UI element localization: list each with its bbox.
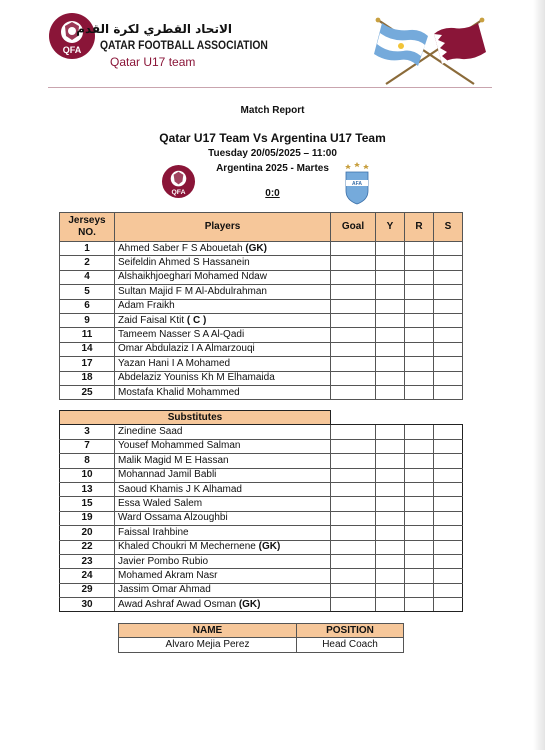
player-name-cell xyxy=(115,357,331,371)
red-card-cell xyxy=(405,526,434,540)
goal-cell xyxy=(331,468,376,482)
player-name: Seifeldin Ahmed S Hassanein xyxy=(118,257,250,269)
page-edge-shadow xyxy=(533,0,545,750)
jersey-number: 11 xyxy=(60,328,115,342)
player-name-cell xyxy=(115,569,331,583)
goal-cell xyxy=(331,526,376,540)
jersey-number: 9 xyxy=(60,313,115,327)
player-name: Mohannad Jamil Babli xyxy=(118,469,217,481)
substitution-cell xyxy=(434,357,463,371)
red-card-cell xyxy=(405,583,434,597)
player-row xyxy=(60,385,463,399)
player-name: Saoud Khamis J K Alhamad xyxy=(118,483,242,495)
player-row xyxy=(60,371,463,385)
substitution-cell xyxy=(434,583,463,597)
substitutes-caption-row xyxy=(60,411,463,425)
goal-cell xyxy=(331,242,376,256)
goal-cell xyxy=(331,482,376,496)
qatar-crest-icon xyxy=(161,164,196,199)
player-name: Malik Magid M E Hassan xyxy=(118,454,229,466)
qfa-logo-icon xyxy=(48,12,96,60)
jersey-number: 10 xyxy=(60,468,115,482)
player-name-cell xyxy=(115,511,331,525)
substitute-row xyxy=(60,540,463,554)
caption-spacer xyxy=(331,411,463,425)
player-name: Sultan Majid F M Al-Abdulrahman xyxy=(118,285,267,297)
substitute-row xyxy=(60,497,463,511)
player-name: Javier Pombo Rubio xyxy=(118,555,209,567)
argentina-crest-icon xyxy=(343,161,371,205)
goal-cell xyxy=(331,425,376,439)
jersey-number: 1 xyxy=(60,242,115,256)
player-name: Awad Ashraf Awad Osman xyxy=(118,598,239,610)
jersey-number: 14 xyxy=(60,342,115,356)
substitution-cell xyxy=(434,439,463,453)
substitution-cell xyxy=(434,482,463,496)
substitution-cell xyxy=(434,526,463,540)
goal-cell xyxy=(331,285,376,299)
yellow-card-cell xyxy=(376,569,405,583)
goal-cell xyxy=(331,270,376,284)
svg-text:QFA: QFA xyxy=(171,189,186,197)
staff-table xyxy=(118,623,404,653)
red-card-cell xyxy=(405,328,434,342)
player-name: Jassim Omar Ahmad xyxy=(118,584,211,596)
yellow-card-cell xyxy=(376,299,405,313)
substitution-cell xyxy=(434,285,463,299)
yellow-card-cell xyxy=(376,554,405,568)
player-name: Tameem Nasser S A Al-Qadi xyxy=(118,329,245,341)
jersey-number: 17 xyxy=(60,357,115,371)
goal-cell xyxy=(331,497,376,511)
jersey-number: 3 xyxy=(60,425,115,439)
player-name-cell xyxy=(115,270,331,284)
number-header-label: NO. xyxy=(78,227,96,238)
jersey-number: 20 xyxy=(60,526,115,540)
yellow-card-cell xyxy=(376,313,405,327)
player-name-cell xyxy=(115,540,331,554)
goal-header: Goal xyxy=(331,213,376,242)
substitute-row xyxy=(60,598,463,612)
substitutes-rows xyxy=(60,425,463,612)
player-row xyxy=(60,270,463,284)
player-name-cell xyxy=(115,371,331,385)
yellow-card-cell xyxy=(376,425,405,439)
goal-cell xyxy=(331,342,376,356)
goal-cell xyxy=(331,328,376,342)
player-name: Khaled Choukri M Mechernene xyxy=(118,541,259,553)
yellow-card-cell xyxy=(376,468,405,482)
substitute-row xyxy=(60,482,463,496)
red-card-cell xyxy=(405,313,434,327)
goal-cell xyxy=(331,540,376,554)
red-card-cell xyxy=(405,540,434,554)
yellow-card-cell xyxy=(376,598,405,612)
starting-lineup-rows xyxy=(60,242,463,400)
jersey-number: 2 xyxy=(60,256,115,270)
substitution-cell xyxy=(434,242,463,256)
substitution-cell xyxy=(434,371,463,385)
substitution-cell xyxy=(434,598,463,612)
yellow-card-cell xyxy=(376,583,405,597)
player-name-cell xyxy=(115,425,331,439)
player-name: Adam Fraikh xyxy=(118,300,175,312)
red-card-cell xyxy=(405,554,434,568)
match-title: Qatar U17 Team Vs Argentina U17 Team xyxy=(159,131,386,145)
red-card-cell xyxy=(405,511,434,525)
player-name: Yousef Mohammed Salman xyxy=(118,440,241,452)
player-name-cell xyxy=(115,468,331,482)
association-arabic-name: الاتحاد القطري لكرة القدم xyxy=(76,22,232,36)
player-row xyxy=(60,285,463,299)
yellow-card-cell xyxy=(376,342,405,356)
red-card-cell xyxy=(405,385,434,399)
red-card-cell xyxy=(405,357,434,371)
jersey-number: 13 xyxy=(60,482,115,496)
jersey-number: 18 xyxy=(60,371,115,385)
jersey-number: 19 xyxy=(60,511,115,525)
jersey-number: 25 xyxy=(60,385,115,399)
yellow-card-cell xyxy=(376,270,405,284)
yellow-card-cell xyxy=(376,439,405,453)
goal-cell xyxy=(331,554,376,568)
jersey-number: 30 xyxy=(60,598,115,612)
jersey-number-header xyxy=(60,213,115,242)
goal-cell xyxy=(331,357,376,371)
substitutes-table xyxy=(59,410,463,612)
substitution-cell xyxy=(434,299,463,313)
team-name: Qatar U17 team xyxy=(110,55,196,69)
staff-name-header: NAME xyxy=(119,624,297,638)
red-card-header: R xyxy=(405,213,434,242)
red-card-cell xyxy=(405,454,434,468)
red-card-cell xyxy=(405,371,434,385)
substitute-row xyxy=(60,468,463,482)
substitute-row xyxy=(60,511,463,525)
player-name-cell xyxy=(115,242,331,256)
yellow-card-cell xyxy=(376,357,405,371)
match-venue: Argentina 2025 - Martes xyxy=(216,163,329,174)
yellow-card-cell xyxy=(376,371,405,385)
substitute-row xyxy=(60,526,463,540)
staff-header-row xyxy=(119,624,404,638)
goal-cell xyxy=(331,569,376,583)
player-row xyxy=(60,256,463,270)
player-name: Ahmed Saber F S Abouetah xyxy=(118,242,246,254)
substitution-cell xyxy=(434,569,463,583)
yellow-card-cell xyxy=(376,454,405,468)
red-card-cell xyxy=(405,270,434,284)
player-name-cell xyxy=(115,454,331,468)
player-name: Ward Ossama Alzoughbi xyxy=(118,512,228,524)
player-name-cell xyxy=(115,385,331,399)
player-name-cell xyxy=(115,342,331,356)
goal-cell xyxy=(331,511,376,525)
starting-lineup-table xyxy=(59,212,463,400)
goal-cell xyxy=(331,598,376,612)
substitute-row xyxy=(60,425,463,439)
red-card-cell xyxy=(405,439,434,453)
player-name: Yazan Hani I A Mohamed xyxy=(118,357,231,369)
player-name-cell xyxy=(115,583,331,597)
substitution-cell xyxy=(434,425,463,439)
substitution-cell xyxy=(434,540,463,554)
jersey-number: 24 xyxy=(60,569,115,583)
player-name: Abdelaziz Youniss Kh M Elhamaida xyxy=(118,372,275,384)
players-header: Players xyxy=(115,213,331,242)
player-name-cell xyxy=(115,497,331,511)
yellow-card-cell xyxy=(376,526,405,540)
player-name-cell xyxy=(115,482,331,496)
yellow-card-cell xyxy=(376,540,405,554)
yellow-card-cell xyxy=(376,511,405,525)
jersey-number: 6 xyxy=(60,299,115,313)
red-card-cell xyxy=(405,497,434,511)
red-card-cell xyxy=(405,482,434,496)
jersey-number: 5 xyxy=(60,285,115,299)
player-row xyxy=(60,299,463,313)
player-name: Essa Waled Salem xyxy=(118,498,203,510)
crossed-flags-icon xyxy=(370,12,490,88)
goal-cell xyxy=(331,385,376,399)
substitute-row xyxy=(60,454,463,468)
goal-cell xyxy=(331,439,376,453)
yellow-card-cell xyxy=(376,497,405,511)
player-name: Zinedine Saad xyxy=(118,426,183,438)
player-name-cell xyxy=(115,256,331,270)
player-role-tag: (GK) xyxy=(238,598,261,610)
substitution-cell xyxy=(434,468,463,482)
jersey-number: 29 xyxy=(60,583,115,597)
player-row xyxy=(60,328,463,342)
player-name-cell xyxy=(115,299,331,313)
svg-text:AFA: AFA xyxy=(352,181,362,187)
staff-position-header: POSITION xyxy=(297,624,404,638)
staff-name: Alvaro Mejia Perez xyxy=(119,638,297,652)
red-card-cell xyxy=(405,299,434,313)
jersey-number: 22 xyxy=(60,540,115,554)
substitute-row xyxy=(60,583,463,597)
staff-position: Head Coach xyxy=(297,638,404,652)
player-name-cell xyxy=(115,554,331,568)
substitutes-caption: Substitutes xyxy=(60,411,331,425)
yellow-card-header: Y xyxy=(376,213,405,242)
substitute-row xyxy=(60,569,463,583)
letterhead xyxy=(48,12,508,88)
association-name: QATAR FOOTBALL ASSOCIATION xyxy=(100,40,268,52)
staff-rows xyxy=(119,638,404,652)
substitution-cell xyxy=(434,342,463,356)
player-row xyxy=(60,242,463,256)
player-row xyxy=(60,342,463,356)
player-row xyxy=(60,357,463,371)
substitution-cell xyxy=(434,256,463,270)
substitute-row xyxy=(60,439,463,453)
substitution-cell xyxy=(434,385,463,399)
goal-cell xyxy=(331,299,376,313)
player-name: Omar Abdulaziz I A Almarzouqi xyxy=(118,343,255,355)
player-row xyxy=(60,313,463,327)
match-date: Tuesday 20/05/2025 – 11:00 xyxy=(208,148,337,159)
red-card-cell xyxy=(405,256,434,270)
player-name: Mostafa Khalid Mohammed xyxy=(118,386,240,398)
player-name: Alshaikhjoeghari Mohamed Ndaw xyxy=(118,271,267,283)
red-card-cell xyxy=(405,598,434,612)
red-card-cell xyxy=(405,425,434,439)
yellow-card-cell xyxy=(376,328,405,342)
goal-cell xyxy=(331,313,376,327)
yellow-card-cell xyxy=(376,242,405,256)
substitute-row xyxy=(60,554,463,568)
goal-cell xyxy=(331,454,376,468)
player-name-cell xyxy=(115,439,331,453)
player-role-tag: (GK) xyxy=(245,242,267,254)
player-name: Faissal Irahbine xyxy=(118,526,189,538)
red-card-cell xyxy=(405,342,434,356)
substitution-cell xyxy=(434,497,463,511)
yellow-card-cell xyxy=(376,285,405,299)
red-card-cell xyxy=(405,468,434,482)
player-role-tag: (GK) xyxy=(258,541,281,553)
jersey-number: 7 xyxy=(60,439,115,453)
jersey-number: 23 xyxy=(60,554,115,568)
goal-cell xyxy=(331,256,376,270)
table-header-row xyxy=(60,213,463,242)
jersey-number: 8 xyxy=(60,454,115,468)
match-score: 0:0 xyxy=(265,188,280,199)
jersey-number: 4 xyxy=(60,270,115,284)
substitution-cell xyxy=(434,511,463,525)
red-card-cell xyxy=(405,242,434,256)
yellow-card-cell xyxy=(376,482,405,496)
substitution-cell xyxy=(434,270,463,284)
svg-text:QFA: QFA xyxy=(62,45,82,55)
player-name: Mohamed Akram Nasr xyxy=(118,569,218,581)
player-name-cell xyxy=(115,598,331,612)
red-card-cell xyxy=(405,569,434,583)
yellow-card-cell xyxy=(376,385,405,399)
substitution-header: S xyxy=(434,213,463,242)
report-title: Match Report xyxy=(240,105,305,116)
goal-cell xyxy=(331,371,376,385)
player-name-cell xyxy=(115,328,331,342)
player-name-cell xyxy=(115,526,331,540)
substitution-cell xyxy=(434,313,463,327)
goal-cell xyxy=(331,583,376,597)
player-role-tag: ( C ) xyxy=(186,314,207,326)
substitution-cell xyxy=(434,454,463,468)
jersey-number: 15 xyxy=(60,497,115,511)
header-divider xyxy=(48,87,492,88)
substitution-cell xyxy=(434,328,463,342)
player-name-cell xyxy=(115,285,331,299)
player-name: Zaid Faisal Ktit xyxy=(118,314,187,326)
red-card-cell xyxy=(405,285,434,299)
staff-row xyxy=(119,638,404,652)
yellow-card-cell xyxy=(376,256,405,270)
jerseys-header-label: Jerseys xyxy=(68,215,106,226)
substitution-cell xyxy=(434,554,463,568)
player-name-cell xyxy=(115,313,331,327)
